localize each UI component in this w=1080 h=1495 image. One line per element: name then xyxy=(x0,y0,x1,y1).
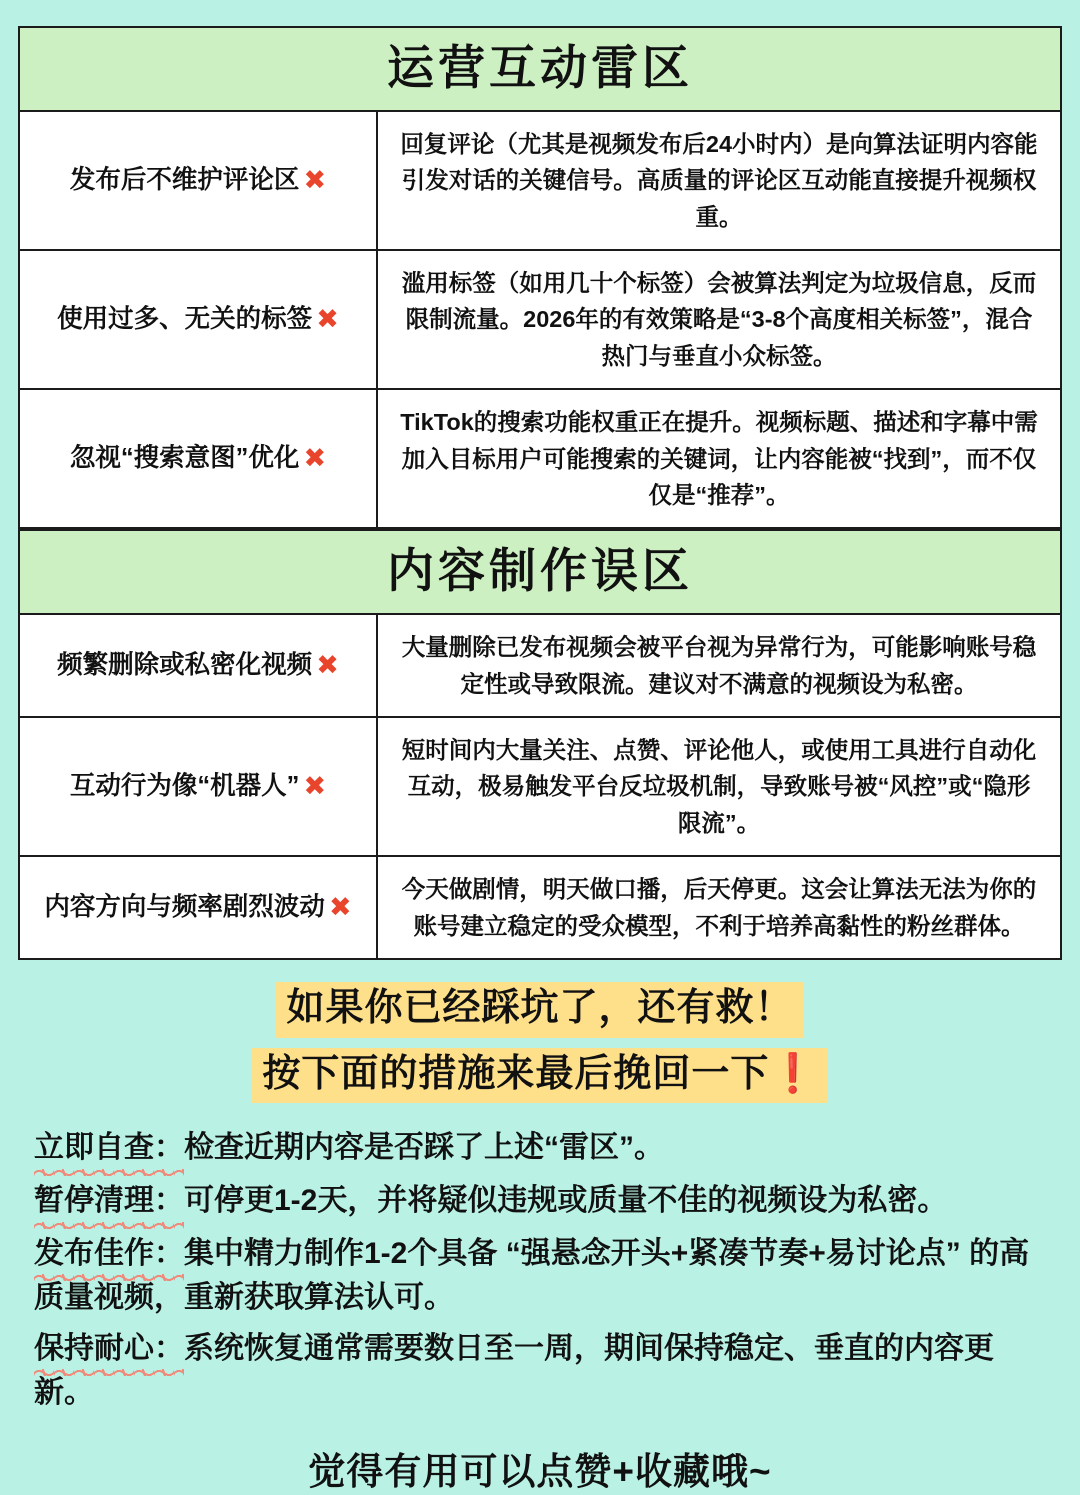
pitfall-label: 内容方向与频率剧烈波动 xyxy=(44,893,325,922)
pitfall-name xyxy=(20,615,378,716)
step-label: 暂停清理： xyxy=(34,1180,184,1225)
list-item xyxy=(34,1233,1046,1320)
step-text: 可停更1-2天，并将疑似违规或质量不佳的视频设为私密。 xyxy=(184,1183,948,1217)
cross-icon: ✖ xyxy=(303,164,327,195)
table-row xyxy=(20,718,1060,857)
list-item xyxy=(34,1180,1046,1225)
pitfall-name xyxy=(20,857,378,958)
section-title: 内容制作误区 xyxy=(20,531,1060,615)
pitfall-label: 发布后不维护评论区 xyxy=(69,165,300,194)
cross-icon: ✖ xyxy=(316,304,339,335)
cross-icon: ✖ xyxy=(328,892,352,923)
recovery-steps xyxy=(18,1127,1062,1415)
cta-line-1: 如果你已经踩坑了，还有救！ xyxy=(276,982,803,1038)
step-text: 集中精力制作1-2个具备 “强悬念开头+紧凑节奏+易讨论点” 的高质量视频，重新获取算法认可。 xyxy=(34,1236,1030,1315)
list-item xyxy=(34,1328,1046,1415)
footer-note: 觉得有用可以点赞+收藏哦~ xyxy=(308,1450,772,1492)
cross-icon: ✖ xyxy=(316,650,339,681)
list-item xyxy=(34,1127,1046,1172)
pitfall-description: 短时间内大量关注、点赞、评论他人，或使用工具进行自动化互动，极易触发平台反垃圾机制，导致账号被“风控”或“隐形限流”。 xyxy=(401,737,1037,836)
pitfall-label: 频繁删除或私密化视频 xyxy=(57,651,313,680)
cta-line-2: 按下面的措施来最后挽回一下❗ xyxy=(252,1048,827,1104)
pitfall-name xyxy=(20,112,378,249)
step-text: 检查近期内容是否踩了上述“雷区”。 xyxy=(184,1131,664,1165)
table-row xyxy=(20,112,1060,251)
pitfall-label: 忽视“搜索意图”优化 xyxy=(69,444,300,473)
pitfall-description: 回复评论（尤其是视频发布后24小时内）是向算法证明内容能引发对话的关键信号。高质量的评论区互动能直接提升视频权重。 xyxy=(400,130,1038,230)
pitfall-name xyxy=(20,718,378,855)
pitfall-label: 互动行为像“机器人” xyxy=(69,772,300,801)
call-to-action xyxy=(18,982,1062,1113)
table-row xyxy=(20,857,1060,958)
table-row xyxy=(20,615,1060,718)
step-label: 发布佳作： xyxy=(34,1233,184,1278)
pitfall-description: 今天做剧情，明天做口播，后天停更。这会让算法无法为你的账号建立稳定的受众模型，不利于培养高黏性的粉丝群体。 xyxy=(401,876,1037,939)
table-row xyxy=(20,251,1060,390)
pitfall-description: TikTok的搜索功能权重正在提升。视频标题、描述和字幕中需加入目标用户可能搜索的关键词，让内容能被“找到”，而不仅仅是“推荐”。 xyxy=(400,409,1038,509)
pitfall-description: 大量删除已发布视频会被平台视为异常行为，可能影响账号稳定性或导致限流。建议对不满意的视频设为私密。 xyxy=(401,634,1037,697)
pitfall-description: 滥用标签（如用几十个标签）会被算法判定为垃圾信息，反而限制流量。2026年的有效策略是“3-8个高度相关标签”，混合热门与垂直小众标签。 xyxy=(401,269,1037,369)
step-label: 立即自查： xyxy=(34,1127,184,1172)
pitfall-name xyxy=(20,251,378,388)
section-operations-pitfalls xyxy=(18,26,1062,529)
table-row xyxy=(20,390,1060,529)
step-text: 系统恢复通常需要数日至一周，期间保持稳定、垂直的内容更新。 xyxy=(34,1331,994,1410)
exclamation-icon: ❗ xyxy=(769,1052,818,1095)
section-content-mistakes xyxy=(18,529,1062,960)
pitfall-label: 使用过多、无关的标签 xyxy=(57,305,313,334)
pitfall-name xyxy=(20,390,378,527)
cross-icon: ✖ xyxy=(303,771,327,802)
cross-icon: ✖ xyxy=(303,443,327,474)
step-label: 保持耐心： xyxy=(34,1328,184,1373)
section-title: 运营互动雷区 xyxy=(20,28,1060,112)
